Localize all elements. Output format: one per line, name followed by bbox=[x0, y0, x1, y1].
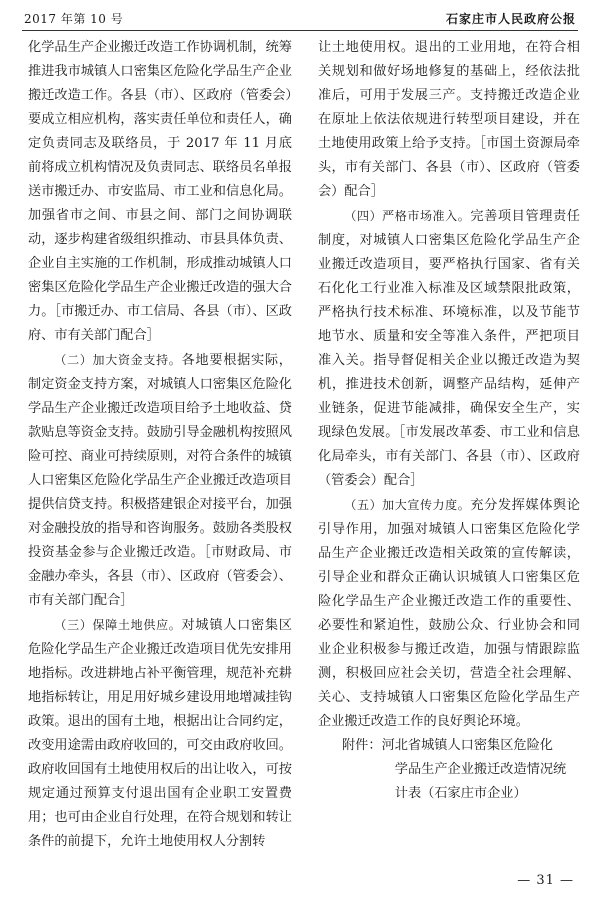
attachment-label: 附件： bbox=[342, 738, 382, 753]
left-column bbox=[28, 36, 292, 854]
paragraph-funding-body: 各地要根据实际，制定资金支持方案，对城镇人口密集区危险化学品生产企业搬迁改造项目给予土地收益、贷款贴息等资金支持。鼓励引导金融机构按照风险可控、商业可持续原则，对符合条件的城镇人口密集区危险化学品生产企业搬迁改造项目提供信贷支持。积极搭建银企对接平台，加强对金融投放的指导和咨询服务。鼓励各类股权投资基金参与企业搬迁改造。［市财政局、市金融办牵头，各县（市）、区政府（管委会）、市有关部门配合］ bbox=[28, 353, 292, 608]
heading-funding: （二）加大资金支持。 bbox=[54, 353, 182, 367]
attachment-title-line2: 学品生产企业搬迁改造情况统 bbox=[394, 762, 567, 777]
paragraph-publicity-body: 充分发挥媒体舆论引导作用，加强对城镇人口密集区危险化学品生产企业搬迁改造相关政策的宣传解读，引导企业和群众正确认识城镇人口密集区危险化学品生产企业搬迁改造工作的重要性、必要性和紧迫性，鼓励公众、行业协会和同业企业积极参与搬迁改造，加强与情跟踪监测，积极回应社会关切，营造全社会理解、关心、支持城镇人口密集区危险化学品生产企业搬迁改造工作的良好舆论环境。 bbox=[318, 498, 580, 729]
page-number: — 31 — bbox=[517, 873, 574, 888]
heading-publicity: （五）加大宣传力度。 bbox=[344, 498, 471, 512]
attachment-title-line1: 河北省城镇人口密集区危险化 bbox=[381, 738, 553, 753]
attachment-title-line3: 计表（石家庄市企业） bbox=[394, 786, 527, 801]
publication-title: 石家庄市人民政府公报 bbox=[445, 12, 576, 26]
paragraph-market-access-body: 完善项目管理责任制度，对城镇人口密集区危险化学品生产企业搬迁改造项目，要严格执行国家、省有关石化化工行业准入标准及区域禁限批政策，严格执行技术标准、环境标准，以及节能节地节水、质量和安全等准入条件，严把项目准入关。指导督促相关企业以搬迁改造为契机，推进技术创新，调整产品结构，延伸产业链条，促进节能减排，确保安全生产，实现绿色发展。［市发展改革委、市工业和信息化局牵头，市有关部门、各县（市）、区政府（管委会）配合］ bbox=[318, 209, 580, 488]
paragraph-land-supply bbox=[28, 613, 292, 854]
heading-land-supply: （三）保障土地供应。 bbox=[54, 618, 182, 632]
paragraph-publicity bbox=[318, 493, 580, 734]
paragraph-market-access bbox=[318, 204, 580, 493]
attachment-note bbox=[318, 734, 580, 806]
heading-market-access: （四）严格市场准入。 bbox=[344, 209, 471, 223]
page-header bbox=[22, 6, 578, 31]
paragraph-funding bbox=[28, 348, 292, 613]
paragraph-land-supply-body: 对城镇人口密集区危险化学品生产企业搬迁改造项目优先安排用地指标。改进耕地占补平衡管理，规范补充耕地指标转让，用足用好城乡建设用地增减挂钩政策。退出的国有土地，根据出让合同约定，改变用途需由政府收回的，可交由政府收回。政府收回国有土地使用权后的出让收入，可按规定通过预算支付退出国有企业职工安置费用；也可由企业自行处理，在符合规划和转让条件的前提下，允许土地使用权人分割转 bbox=[28, 618, 292, 849]
paragraph-coordination: 化学品生产企业搬迁改造工作协调机制，统筹推进我市城镇人口密集区危险化学品生产企业搬迁改造工作。各县（市）、区政府（管委会）要成立相应机构，落实责任单位和责任人，确定负责同志及联络员，于 2017 年 11 月底前将成立机构情况及负责同志、联络员名单报送市搬迁办、市安监局、市工业和信息化局。加强省市之间、市县之间、部门之间协调联动，逐步构建省级组织推动、市县具体负责、企业自主实施的工作机制，形成推动城镇人口密集区危险化学品生产企业搬迁改造的强大合力。［市搬迁办、市工信局、各县（市）、区政府、市有关部门配合］ bbox=[28, 40, 292, 343]
right-column bbox=[318, 36, 580, 806]
issue-number: 2017 年第 10 号 bbox=[24, 12, 124, 26]
paragraph-land-continued: 让土地使用权。退出的工业用地，在符合相关规划和做好场地修复的基础上，经依法批准后，可用于发展三产。支持搬迁改造企业在原址上依法依规进行转型项目建设，并在土地使用政策上给予支持。［市国土资源局牵头，市有关部门、各县（市）、区政府（管委会）配合］ bbox=[318, 40, 580, 199]
